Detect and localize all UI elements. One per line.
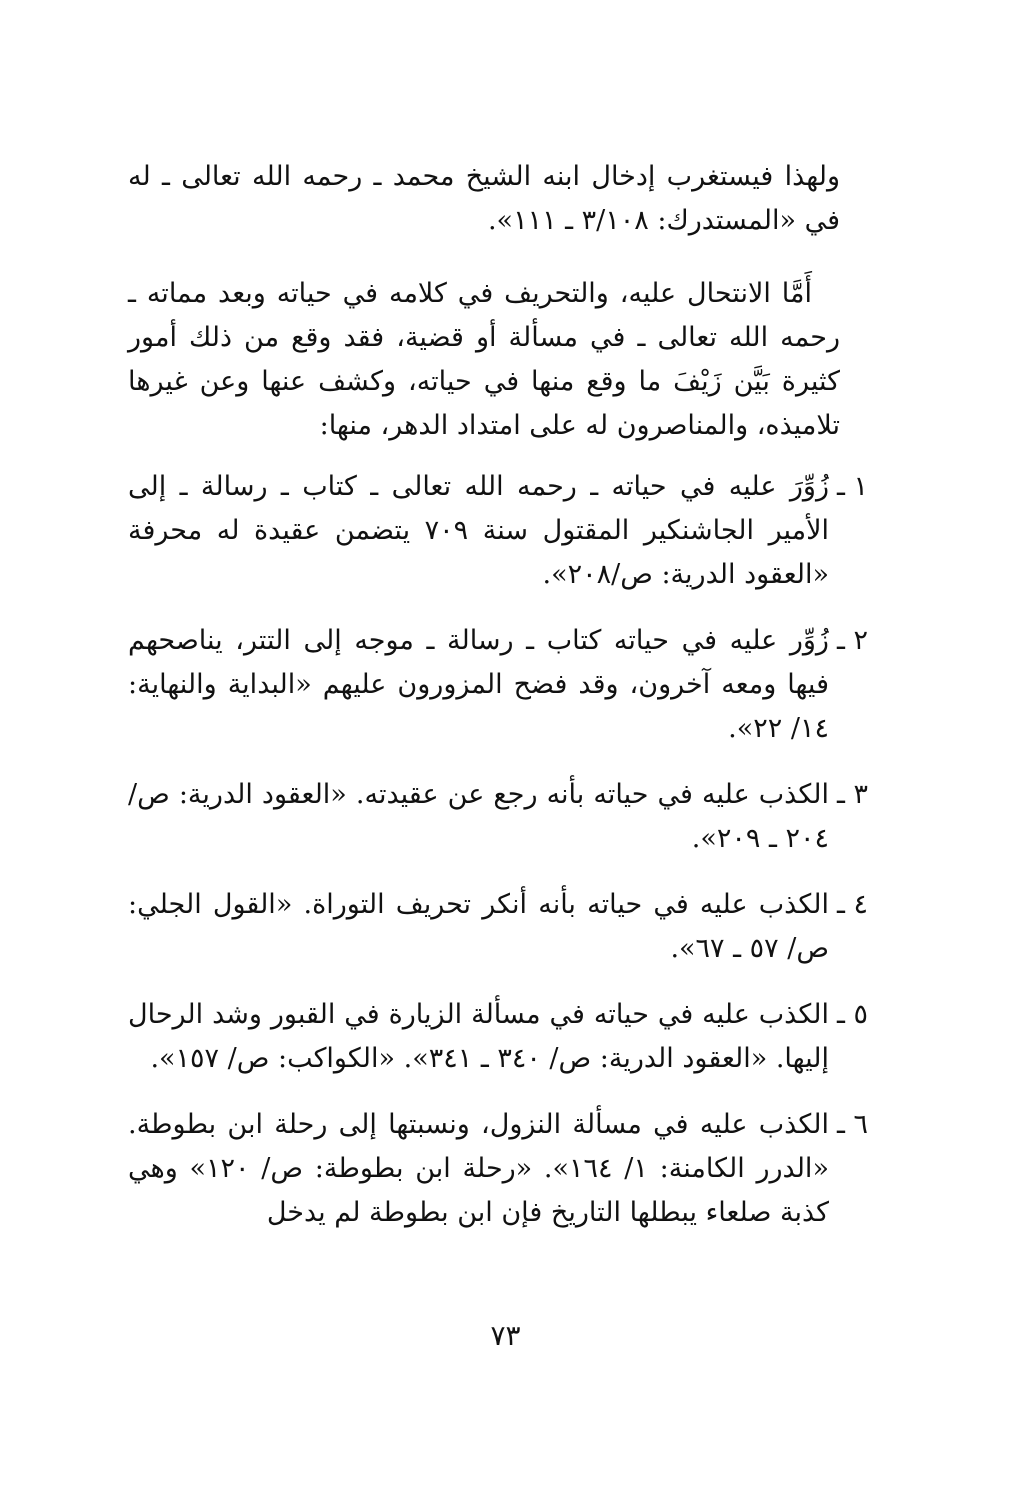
list-item — [128, 1103, 868, 1235]
list-item-text: زُوِّر عليه في حياته كتاب ـ رسالة ـ موجه إلى التتر، يناصحهم فيها ومعه آخرون، وقد فضح المزورون عليهم «البداية والنهاية: ١٤/ ٢٢». — [128, 625, 829, 744]
list-item-number: ١ ـ — [836, 471, 868, 502]
forgery-list — [128, 465, 868, 1257]
list-item-text: الكذب عليه في مسألة النزول، ونسبتها إلى رحلة ابن بطوطة. «الدرر الكامنة: ١/ ١٦٤». «رحلة ابن بطوطة: ص/ ١٢٠» وهي كذبة صلعاء يبطلها التاريخ فإن ابن بطوطة لم يدخل — [128, 1109, 829, 1228]
list-item-text: الكذب عليه في حياته بأنه أنكر تحريف التوراة. «القول الجلي: ص/ ٥٧ ـ ٦٧». — [128, 889, 829, 964]
page-number: ٧٣ — [490, 1319, 521, 1352]
paragraph-intro: ولهذا فيستغرب إدخال ابنه الشيخ محمد ـ رحمه الله تعالى ـ له في «المستدرك: ٣/١٠٨ ـ ١١١». — [128, 161, 840, 236]
list-item — [128, 619, 868, 751]
list-item-number: ٥ ـ — [836, 999, 868, 1030]
list-item-number: ٤ ـ — [836, 889, 868, 920]
list-item-text: الكذب عليه في حياته بأنه رجع عن عقيدته. «العقود الدرية: ص/ ٢٠٤ ـ ٢٠٩». — [128, 779, 829, 854]
list-item-text: الكذب عليه في حياته في مسألة الزيارة في القبور وشد الرحال إليها. «العقود الدرية: ص/ ٣٤٠ ـ ٣٤١». «الكواكب: ص/ ١٥٧». — [128, 999, 829, 1074]
list-item-text: زُوِّرَ عليه في حياته ـ رحمه الله تعالى ـ كتاب ـ رسالة ـ إلى الأمير الجاشنكير المقتول سنة ٧٠٩ يتضمن عقيدة له محرفة «العقود الدرية: ص/٢٠٨». — [128, 471, 829, 590]
list-item — [128, 883, 868, 971]
list-item-number: ٢ ـ — [836, 625, 868, 656]
paragraph-forgery: أَمَّا الانتحال عليه، والتحريف في كلامه في حياته وبعد مماته ـ رحمه الله تعالى ـ في مسألة أو قضية، فقد وقع من ذلك أمور كثيرة بَيَّن زَيْفَ ما وقع منها في حياته، وكشف عنها وعن غيرها تلاميذه، والمناصرون له على امتداد الدهر، منها: — [128, 278, 840, 441]
list-item — [128, 993, 868, 1081]
list-item — [128, 773, 868, 861]
list-item-number: ٦ ـ — [836, 1109, 868, 1140]
list-item — [128, 465, 868, 597]
list-item-number: ٣ ـ — [836, 779, 868, 810]
